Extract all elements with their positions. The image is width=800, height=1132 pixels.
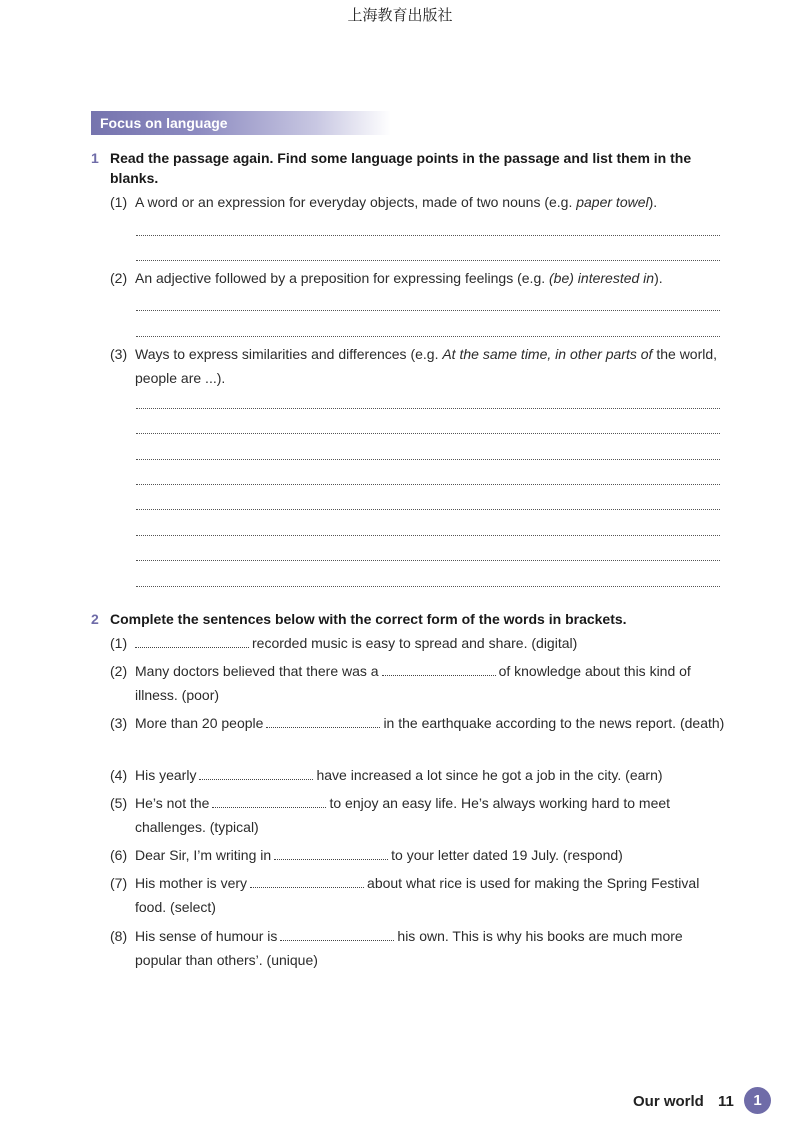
q2-item-6-after: to your letter dated 19 July. (respond) [391,847,623,863]
q1-item-3-end: the world, people are ...). [135,346,718,386]
q2-item-4-before: His yearly [135,767,197,783]
fill-blank[interactable] [135,633,249,648]
q2-item-5-before: He’s not the [135,795,210,811]
fill-blank[interactable] [280,926,394,941]
q2-item-7-after: about what rice is used for making the Spring Festival food. (select) [135,875,700,915]
question-1-instruction: Read the passage again. Find some language points in the passage and list them in the blanks. [110,150,692,186]
q2-item-3-label: (3) [110,715,128,731]
q1-item-1-label: (1) [110,194,128,210]
answer-line[interactable] [136,408,720,409]
q2-item-1-after: recorded music is easy to spread and share. (digital) [252,635,578,651]
q2-item-8-before: His sense of humour is [135,928,278,944]
q2-item-2-before: Many doctors believed that there was a [135,663,379,679]
publisher-header: 上海教育出版社 [347,6,453,24]
fill-blank[interactable] [199,765,313,780]
unit-badge: 1 [744,1087,771,1114]
q2-item-6-before: Dear Sir, I’m writing in [135,847,272,863]
q1-item-3-example: At the same time, in other parts of [442,346,653,362]
answer-line[interactable] [136,459,720,460]
q1-item-1-end: ). [648,194,658,210]
answer-line[interactable] [136,433,720,434]
fill-blank[interactable] [212,793,326,808]
q2-item-7-before: His mother is very [135,875,248,891]
q2-item-5-after: to enjoy an easy life. He’s always working hard to meet challenges. (typical) [135,795,671,835]
q2-item-2-after: of knowledge about this kind of illness. (poor) [135,663,691,703]
answer-line[interactable] [136,509,720,510]
answer-line[interactable] [136,260,720,261]
section-title-bar [91,111,391,135]
fill-blank[interactable] [266,713,380,728]
q1-item-3-text: Ways to express similarities and differences (e.g. [135,346,443,362]
q1-item-1-example: paper towel [576,194,649,210]
question-1-number: 1 [91,150,99,166]
answer-line[interactable] [136,535,720,536]
q2-item-6-label: (6) [110,847,128,863]
q1-item-2-example: (be) interested in [549,270,655,286]
q1-item-2-end: ). [654,270,663,286]
answer-line[interactable] [136,336,720,337]
q1-item-1-text: A word or an expression for everyday objects, made of two nouns (e.g. [135,194,577,210]
q2-item-2-label: (2) [110,663,128,679]
question-2-instruction: Complete the sentences below with the correct form of the words in brackets. [110,611,627,627]
answer-line[interactable] [136,586,720,587]
q2-item-8-label: (8) [110,928,128,944]
section-title: Focus on language [100,115,228,131]
footer-unit-title: Our world [633,1093,704,1110]
q2-item-8-after: his own. This is why his books are much more popular than others’. (unique) [135,928,683,968]
answer-line[interactable] [136,560,720,561]
q1-item-2-label: (2) [110,270,128,286]
q1-item-2-text: An adjective followed by a preposition for expressing feelings (e.g. [135,270,550,286]
fill-blank[interactable] [274,845,388,860]
q2-item-1-label: (1) [110,635,128,651]
fill-blank[interactable] [382,661,496,676]
q2-item-3-before: More than 20 people [135,715,264,731]
page-number: 11 [718,1093,734,1110]
q2-item-7-label: (7) [110,875,128,891]
q2-item-5-label: (5) [110,795,128,811]
q2-item-4-label: (4) [110,767,128,783]
answer-line[interactable] [136,310,720,311]
q2-item-4-after: have increased a lot since he got a job in the city. (earn) [316,767,663,783]
q2-item-3-after: in the earthquake according to the news report. (death) [383,715,725,731]
q1-item-3-label: (3) [110,346,128,362]
answer-line[interactable] [136,235,720,236]
fill-blank[interactable] [250,873,364,888]
answer-line[interactable] [136,484,720,485]
question-2-number: 2 [91,611,99,627]
